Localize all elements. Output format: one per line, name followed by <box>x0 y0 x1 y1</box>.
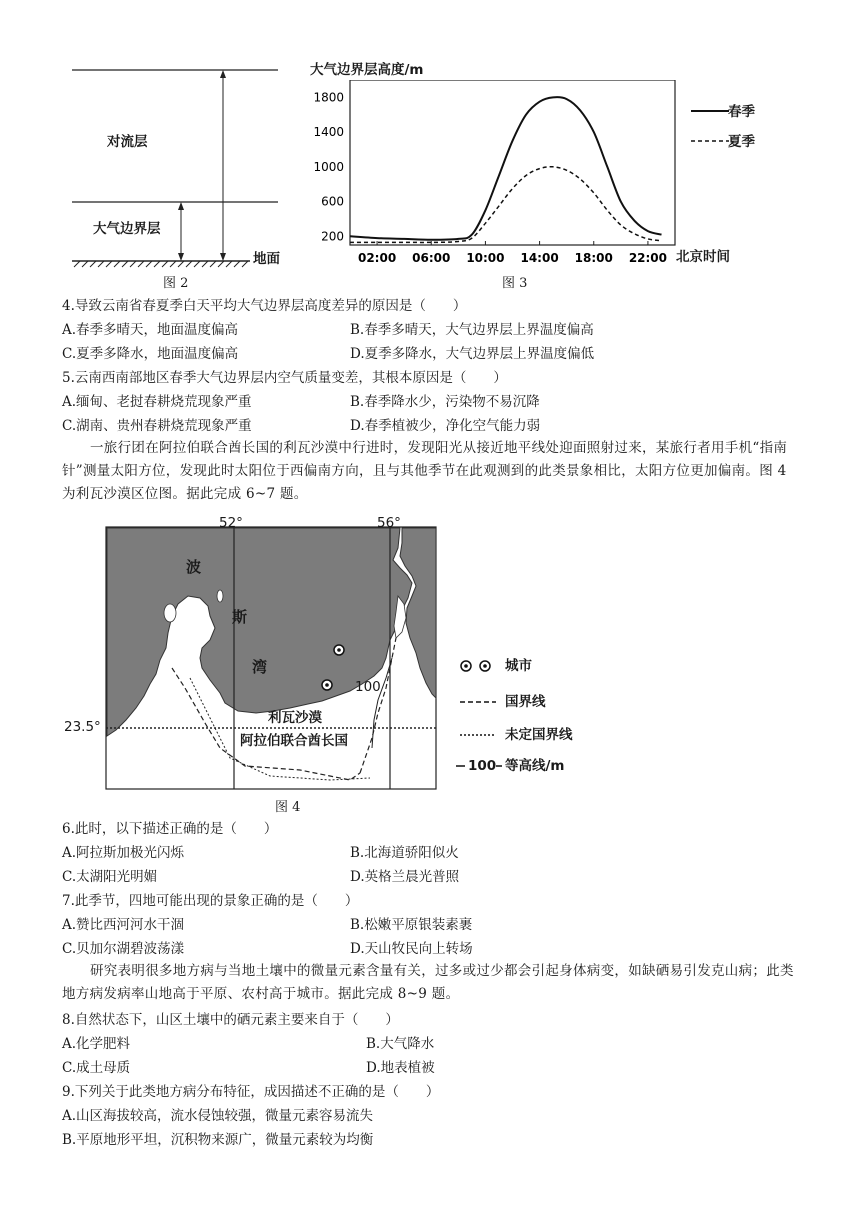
contour-value-label: 100 <box>355 679 381 695</box>
q7-option-d: D.天山牧民向上转场 <box>350 941 473 957</box>
q6-option-c: C.太湖阳光明媚 <box>62 869 158 885</box>
q5-option-b: B.春季降水少，污染物不易沉降 <box>350 394 540 410</box>
map-lon-56: 56° <box>377 515 401 531</box>
q4-option-d: D.夏季多降水，大气边界层上界温度偏低 <box>350 346 595 362</box>
legend-contour: 等高线/m <box>505 758 565 774</box>
troposphere-label: 对流层 <box>107 134 148 150</box>
ground-label: 地面 <box>253 251 280 267</box>
gulf-char-2: 斯 <box>232 608 248 626</box>
legend-spring: 春季 <box>728 104 755 120</box>
x-tick-label: 06:00 <box>412 251 451 265</box>
figure-3-caption: 图 3 <box>502 276 528 291</box>
q8-option-a: A.化学肥料 <box>62 1036 131 1052</box>
chart-xlabel: 北京时间 <box>676 249 730 265</box>
q7-option-a: A.赞比西河河水干涸 <box>62 917 185 933</box>
y-tick-label: 1800 <box>313 90 344 105</box>
figure-2-caption: 图 2 <box>163 276 189 291</box>
x-tick-label: 18:00 <box>574 251 613 265</box>
y-tick-label: 600 <box>321 194 344 209</box>
y-tick-label: 1000 <box>313 159 344 174</box>
q6-option-b: B.北海道骄阳似火 <box>350 845 459 861</box>
q5-option-d: D.春季植被少，净化空气能力弱 <box>350 418 541 434</box>
legend-summer: 夏季 <box>728 134 755 150</box>
q8-option-b: B.大气降水 <box>366 1036 435 1052</box>
map-lat-23-5: 23.5° <box>64 719 101 735</box>
q5-stem: 5.云南西南部地区春季大气边界层内空气质量变差，其根本原因是（ ） <box>62 370 507 386</box>
q8-stem: 8.自然状态下，山区土壤中的硒元素主要来自于（ ） <box>62 1012 399 1028</box>
legend-border: 国界线 <box>505 694 546 710</box>
gulf-char-1: 波 <box>186 558 202 576</box>
chart-ylabel: 大气边界层高度/m <box>310 62 424 78</box>
q6-option-d: D.英格兰晨光普照 <box>350 869 460 885</box>
figure-3-chart <box>305 80 755 275</box>
x-tick-label: 22:00 <box>628 251 668 265</box>
map-lon-52: 52° <box>219 515 243 531</box>
q8-option-d: D.地表植被 <box>366 1060 435 1076</box>
q5-option-a: A.缅甸、老挝春耕烧荒现象严重 <box>62 394 252 410</box>
q9-option-a: A.山区海拔较高，流水侵蚀较强，微量元素容易流失 <box>62 1108 374 1124</box>
figure-4-caption: 图 4 <box>275 800 301 815</box>
legend-contour-mark: 100 <box>468 758 497 774</box>
intro-8-9: 研究表明很多地方病与当地土壤中的微量元素含量有关，过多或过少都会引起身体病变，如缺硒易引发克山病；此类地方病发病率山地高于平原、农村高于城市。据此完成 8~9 题。 <box>62 963 794 1002</box>
y-tick-label: 200 <box>321 229 344 244</box>
uae-label: 阿拉伯联合酋长国 <box>240 733 348 749</box>
boundary-layer-label: 大气边界层 <box>93 221 161 237</box>
series-summer-line <box>350 167 662 243</box>
x-tick-label: 14:00 <box>520 251 559 265</box>
q8-option-c: C.成土母质 <box>62 1060 131 1076</box>
liwa-desert-label: 利瓦沙漠 <box>268 710 322 726</box>
q4-option-b: B.春季多晴天，大气边界层上界温度偏高 <box>350 322 594 338</box>
intro-6-7: 一旅行团在阿拉伯联合酋长国的利瓦沙漠中行进时，发现阳光从接近地平线处迎面照射过来，某旅行者用手机“指南针”测量太阳方位，发现此时太阳位于西偏南方向，且与其他季节在此观测到的此类景象相比，太阳方位更加偏南。图 4 为利瓦沙漠区位图。据此完成 6~7 题。 <box>62 440 788 502</box>
q6-option-a: A.阿拉斯加极光闪烁 <box>62 845 185 861</box>
legend-city: 城市 <box>505 658 532 674</box>
x-tick-label: 10:00 <box>466 251 505 265</box>
q9-option-b: B.平原地形平坦，沉积物来源广，微量元素较为均衡 <box>62 1132 374 1148</box>
gulf-char-3: 湾 <box>252 658 268 676</box>
q6-stem: 6.此时，以下描述正确的是（ ） <box>62 821 278 837</box>
q7-option-c: C.贝加尔湖碧波荡漾 <box>62 941 185 957</box>
y-tick-label: 1400 <box>313 125 344 140</box>
q7-stem: 7.此季节，四地可能出现的景象正确的是（ ） <box>62 893 359 909</box>
figure-2-diagram <box>60 55 300 275</box>
q9-stem: 9.下列关于此类地方病分布特征，成因描述不正确的是（ ） <box>62 1084 440 1100</box>
q4-option-a: A.春季多晴天，地面温度偏高 <box>62 322 239 338</box>
q7-option-b: B.松嫩平原银装素裹 <box>350 917 473 933</box>
q4-option-c: C.夏季多降水，地面温度偏高 <box>62 346 239 362</box>
x-tick-label: 02:00 <box>357 251 397 265</box>
q5-option-c: C.湖南、贵州春耕烧荒现象严重 <box>62 418 252 434</box>
figure-4-map <box>60 508 590 793</box>
legend-undefined-border: 未定国界线 <box>505 727 573 743</box>
q4-stem: 4.导致云南省春夏季白天平均大气边界层高度差异的原因是（ ） <box>62 298 467 314</box>
